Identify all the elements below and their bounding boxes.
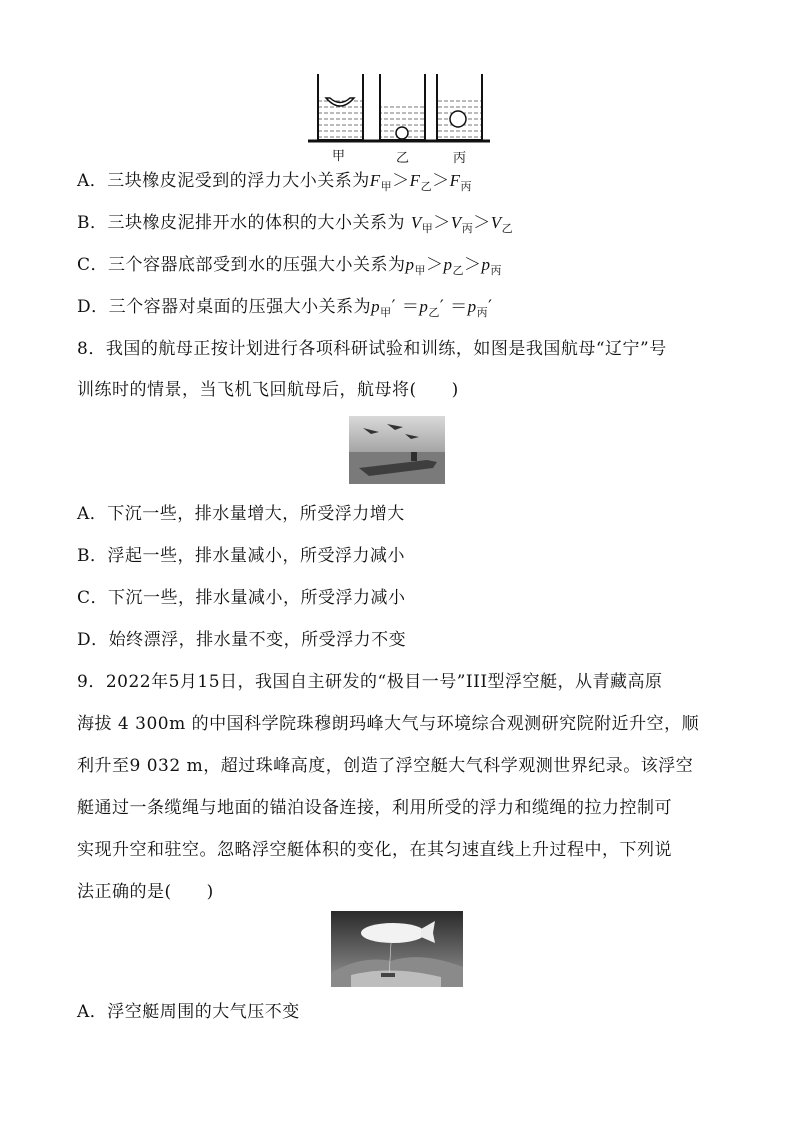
q9-stem-line2: 海拔 4 300m 的中国科学院珠穆朗玛峰大气与环境综合观测研究院附近升空，顺 (77, 714, 700, 734)
label-yi: 乙 (396, 151, 410, 166)
label-bing: 丙 (453, 151, 467, 166)
q8-option-c[interactable]: C．下沉一些，排水量减小，所受浮力减小 (77, 588, 406, 608)
q8-option-a[interactable]: A．下沉一些，排水量增大，所受浮力增大 (77, 504, 405, 524)
q9-stem-line1: 9．2022年5月15日，我国自主研发的“极目一号”III型浮空艇，从青藏高原 (77, 672, 663, 692)
q7-option-c[interactable]: C．三个容器底部受到水的压强大小关系为$p_甲>p_乙>p_丙$ (77, 255, 503, 277)
q9-option-a[interactable]: A．浮空艇周围的大气压不变 (77, 1002, 300, 1022)
airship-photo (331, 911, 463, 987)
q9-stem-line3: 利升至9 032 m，超过珠峰高度，创造了浮空艇大气科学观测世界纪录。该浮空 (77, 756, 694, 776)
q8-option-d[interactable]: D．始终漂浮，排水量不变，所受浮力不变 (77, 630, 407, 650)
aircraft-carrier-photo (349, 416, 445, 484)
q8-stem-line1: 8．我国的航母正按计划进行各项科研试验和训练，如图是我国航母“辽宁”号 (77, 339, 667, 359)
q8-stem-line2: 训练时的情景，当飞机飞回航母后，航母将( ) (77, 380, 459, 400)
q8-option-b[interactable]: B．浮起一些，排水量减小，所受浮力减小 (77, 546, 405, 566)
q7-option-b[interactable]: B．三块橡皮泥排开水的体积的大小关系为 $V_甲>V_丙>V_乙$ (77, 213, 514, 235)
q9-stem-line5: 实现升空和驻空。忽略浮空艇体积的变化，在其匀速直线上升过程中，下列说 (77, 840, 672, 860)
q9-stem-line6: 法正确的是( ) (77, 882, 214, 902)
q7-option-a[interactable]: A．三块橡皮泥受到的浮力大小关系为$F_甲>F_乙>F_丙$ (77, 171, 472, 193)
label-jia: 甲 (332, 149, 346, 164)
q9-stem-line4: 艇通过一条缆绳与地面的锚泊设备连接，利用所受的浮力和缆绳的拉力控制可 (77, 798, 672, 818)
q7-option-d[interactable]: D．三个容器对桌面的压强大小关系为$p_甲' =p_乙' =p_丙'$ (77, 297, 493, 319)
